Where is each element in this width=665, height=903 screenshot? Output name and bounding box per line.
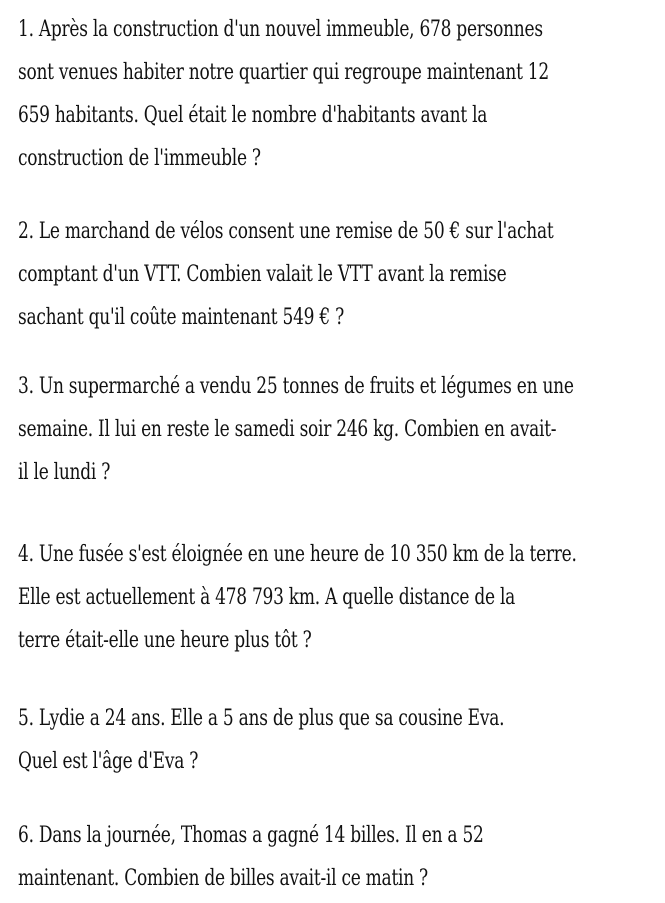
problem-2	[18, 210, 648, 339]
problem-1	[18, 8, 648, 180]
problem-6	[18, 814, 648, 900]
problem-4	[18, 533, 648, 662]
problem-6-line-2: maintenant. Combien de billes avait-il ce matin ?	[18, 866, 428, 891]
problem-1-line-4: construction de l'immeuble ?	[18, 146, 261, 171]
problem-1-line-2: sont venues habiter notre quartier qui regroupe maintenant 12	[18, 60, 549, 85]
problem-1-line-3: 659 habitants. Quel était le nombre d'habitants avant la	[18, 103, 488, 128]
problem-4-line-2: Elle est actuellement à 478 793 km. A quelle distance de la	[18, 585, 516, 610]
problem-3-line-3: il le lundi ?	[18, 460, 111, 485]
problem-2-line-3: sachant qu'il coûte maintenant 549 € ?	[18, 305, 344, 330]
problem-6-line-1: 6. Dans la journée, Thomas a gagné 14 billes. Il en a 52	[18, 823, 484, 848]
problem-4-line-3: terre était-elle une heure plus tôt ?	[18, 628, 312, 653]
problem-2-line-2: comptant d'un VTT. Combien valait le VTT avant la remise	[18, 262, 507, 287]
problem-3-line-2: semaine. Il lui en reste le samedi soir 246 kg. Combien en avait-	[18, 417, 557, 442]
problem-5	[18, 697, 648, 783]
problem-1-line-1: 1. Après la construction d'un nouvel immeuble, 678 personnes	[18, 17, 543, 42]
problem-3	[18, 365, 648, 494]
problem-3-line-1: 3. Un supermarché a vendu 25 tonnes de fruits et légumes en une	[18, 374, 574, 399]
problem-2-line-1: 2. Le marchand de vélos consent une remise de 50 € sur l'achat	[18, 219, 554, 244]
problem-4-line-1: 4. Une fusée s'est éloignée en une heure de 10 350 km de la terre.	[18, 542, 577, 567]
problem-5-line-1: 5. Lydie a 24 ans. Elle a 5 ans de plus que sa cousine Eva.	[18, 706, 505, 731]
problem-5-line-2: Quel est l'âge d'Eva ?	[18, 749, 199, 774]
